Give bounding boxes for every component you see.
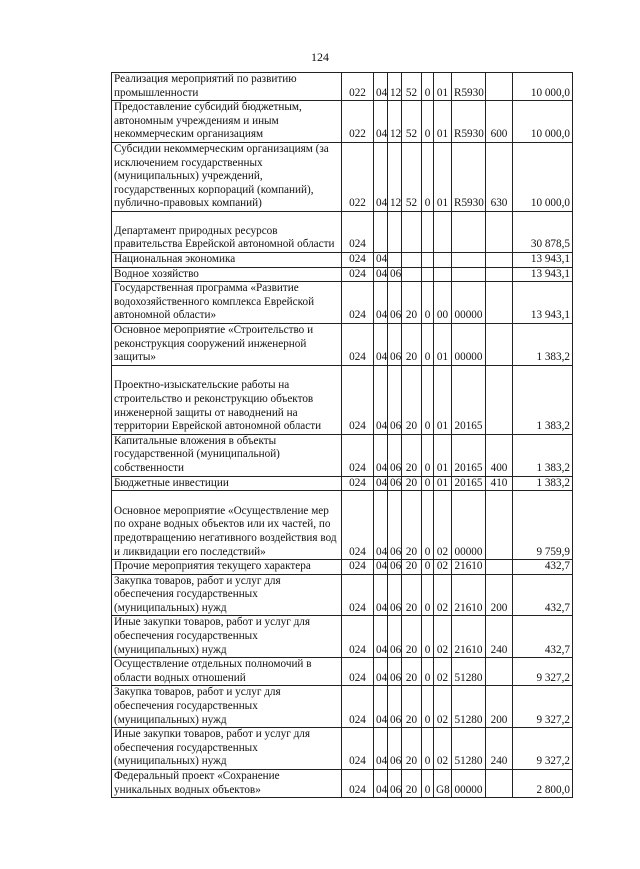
row-name: Основное мероприятие «Осуществление мер по охране водных объектов или их частей, по предотвращению негативного воздействия вод и ликвидации его последствий» — [112, 491, 342, 560]
subprogram-code: 0 — [422, 323, 434, 365]
expense-type-code — [486, 491, 513, 560]
amount: 13 943,1 — [513, 282, 573, 324]
event-code: 02 — [434, 616, 452, 658]
table-row — [112, 211, 573, 252]
table-row — [112, 491, 573, 560]
subprogram-code: 0 — [422, 101, 434, 143]
event-code — [434, 252, 452, 267]
direction-code: 21610 — [452, 574, 486, 616]
expense-type-code: 400 — [486, 434, 513, 476]
table-row — [112, 101, 573, 143]
program-code: 20 — [402, 491, 422, 560]
subsection-code: 06 — [388, 686, 402, 728]
row-name: Закупка товаров, работ и услуг для обеспечения государственных (муниципальных) нужд — [112, 686, 342, 728]
subprogram-code: 0 — [422, 282, 434, 324]
ministry-code: 024 — [342, 491, 374, 560]
ministry-code: 024 — [342, 686, 374, 728]
program-code: 52 — [402, 101, 422, 143]
table-row — [112, 267, 573, 282]
amount: 30 878,5 — [513, 211, 573, 252]
amount: 432,7 — [513, 616, 573, 658]
row-name: Субсидии некоммерческим организациям (за исключением государственных (муниципальных) учреждений, государственных корпораций (компаний), публично-правовых компаний) — [112, 142, 342, 211]
subprogram-code: 0 — [422, 728, 434, 770]
row-name: Реализация мероприятий по развитию промышленности — [112, 73, 342, 101]
expense-type-code: 200 — [486, 686, 513, 728]
program-code — [402, 252, 422, 267]
amount: 1 383,2 — [513, 476, 573, 491]
subsection-code: 12 — [388, 101, 402, 143]
direction-code: R5930 — [452, 73, 486, 101]
direction-code: 00000 — [452, 323, 486, 365]
ministry-code: 024 — [342, 252, 374, 267]
table-row — [112, 476, 573, 491]
section-code: 04 — [374, 658, 388, 686]
row-name: Департамент природных ресурсов правительства Еврейской автономной области — [112, 211, 342, 252]
section-code: 04 — [374, 686, 388, 728]
subsection-code — [388, 211, 402, 252]
expense-type-code — [486, 323, 513, 365]
ministry-code: 024 — [342, 365, 374, 434]
section-code: 04 — [374, 142, 388, 211]
row-name: Осуществление отдельных полномочий в области водных отношений — [112, 658, 342, 686]
subprogram-code: 0 — [422, 434, 434, 476]
expense-type-code: 200 — [486, 574, 513, 616]
program-code: 20 — [402, 770, 422, 798]
row-name: Иные закупки товаров, работ и услуг для обеспечения государственных (муниципальных) нужд — [112, 728, 342, 770]
program-code: 52 — [402, 73, 422, 101]
expense-type-code — [486, 560, 513, 575]
direction-code: 21610 — [452, 616, 486, 658]
table-row — [112, 434, 573, 476]
row-name: Капитальные вложения в объекты государственной (муниципальной) собственности — [112, 434, 342, 476]
table-row — [112, 323, 573, 365]
section-code: 04 — [374, 282, 388, 324]
subprogram-code: 0 — [422, 365, 434, 434]
subsection-code: 06 — [388, 728, 402, 770]
program-code — [402, 267, 422, 282]
event-code: 02 — [434, 574, 452, 616]
event-code — [434, 211, 452, 252]
subprogram-code — [422, 211, 434, 252]
section-code: 04 — [374, 728, 388, 770]
direction-code: 00000 — [452, 770, 486, 798]
table-row — [112, 282, 573, 324]
subsection-code: 06 — [388, 616, 402, 658]
amount: 1 383,2 — [513, 434, 573, 476]
ministry-code: 022 — [342, 73, 374, 101]
row-name: Иные закупки товаров, работ и услуг для обеспечения государственных (муниципальных) нужд — [112, 616, 342, 658]
ministry-code: 024 — [342, 211, 374, 252]
section-code: 04 — [374, 101, 388, 143]
expense-type-code — [486, 658, 513, 686]
section-code: 04 — [374, 323, 388, 365]
amount: 9 327,2 — [513, 686, 573, 728]
expense-type-code: 630 — [486, 142, 513, 211]
subsection-code: 06 — [388, 267, 402, 282]
event-code: 01 — [434, 365, 452, 434]
program-code: 20 — [402, 658, 422, 686]
row-name: Бюджетные инвестиции — [112, 476, 342, 491]
expense-type-code: 240 — [486, 616, 513, 658]
program-code: 52 — [402, 142, 422, 211]
table-row — [112, 686, 573, 728]
event-code: 01 — [434, 73, 452, 101]
expense-type-code — [486, 73, 513, 101]
budget-table-body — [112, 73, 573, 798]
direction-code: 20165 — [452, 434, 486, 476]
subprogram-code: 0 — [422, 491, 434, 560]
subsection-code: 06 — [388, 365, 402, 434]
subprogram-code: 0 — [422, 770, 434, 798]
subsection-code: 12 — [388, 73, 402, 101]
subprogram-code: 0 — [422, 616, 434, 658]
subprogram-code: 0 — [422, 686, 434, 728]
program-code: 20 — [402, 282, 422, 324]
expense-type-code — [486, 252, 513, 267]
section-code: 04 — [374, 365, 388, 434]
amount: 2 800,0 — [513, 770, 573, 798]
table-row — [112, 365, 573, 434]
row-name: Федеральный проект «Сохранение уникальных водных объектов» — [112, 770, 342, 798]
program-code: 20 — [402, 616, 422, 658]
subsection-code: 06 — [388, 560, 402, 575]
subsection-code: 06 — [388, 770, 402, 798]
amount: 9 759,9 — [513, 491, 573, 560]
amount: 1 383,2 — [513, 323, 573, 365]
page-number: 124 — [311, 50, 329, 64]
amount: 9 327,2 — [513, 658, 573, 686]
section-code: 04 — [374, 560, 388, 575]
subprogram-code: 0 — [422, 476, 434, 491]
ministry-code: 024 — [342, 282, 374, 324]
section-code: 04 — [374, 476, 388, 491]
direction-code: 21610 — [452, 560, 486, 575]
subprogram-code: 0 — [422, 574, 434, 616]
row-name: Проектно-изыскательские работы на строительство и реконструкцию объектов инженерной защиты от наводнений на территории Еврейской автономной области — [112, 365, 342, 434]
expense-type-code — [486, 365, 513, 434]
section-code: 04 — [374, 434, 388, 476]
section-code: 04 — [374, 73, 388, 101]
subprogram-code: 0 — [422, 658, 434, 686]
table-row — [112, 560, 573, 575]
expense-type-code: 600 — [486, 101, 513, 143]
ministry-code: 024 — [342, 323, 374, 365]
subprogram-code — [422, 252, 434, 267]
expense-type-code — [486, 211, 513, 252]
direction-code — [452, 211, 486, 252]
amount: 13 943,1 — [513, 267, 573, 282]
ministry-code: 024 — [342, 574, 374, 616]
table-row — [112, 728, 573, 770]
direction-code: R5930 — [452, 142, 486, 211]
direction-code: 51280 — [452, 728, 486, 770]
ministry-code: 024 — [342, 434, 374, 476]
event-code: 02 — [434, 560, 452, 575]
event-code: 02 — [434, 728, 452, 770]
expense-type-code — [486, 282, 513, 324]
event-code: G8 — [434, 770, 452, 798]
section-code: 04 — [374, 491, 388, 560]
subprogram-code: 0 — [422, 560, 434, 575]
subprogram-code: 0 — [422, 73, 434, 101]
direction-code: 51280 — [452, 686, 486, 728]
section-code: 04 — [374, 770, 388, 798]
row-name: Предоставление субсидий бюджетным, автономным учреждениям и иным некоммерческим организациям — [112, 101, 342, 143]
subsection-code: 12 — [388, 142, 402, 211]
table-row — [112, 658, 573, 686]
ministry-code: 024 — [342, 476, 374, 491]
subsection-code: 06 — [388, 658, 402, 686]
program-code: 20 — [402, 323, 422, 365]
expense-type-code: 240 — [486, 728, 513, 770]
row-name: Прочие мероприятия текущего характера — [112, 560, 342, 575]
event-code: 02 — [434, 491, 452, 560]
expense-type-code: 410 — [486, 476, 513, 491]
amount: 10 000,0 — [513, 73, 573, 101]
ministry-code: 024 — [342, 728, 374, 770]
section-code: 04 — [374, 267, 388, 282]
table-row — [112, 142, 573, 211]
direction-code: 51280 — [452, 658, 486, 686]
direction-code: 00000 — [452, 491, 486, 560]
budget-table — [111, 72, 573, 798]
table-row — [112, 616, 573, 658]
program-code: 20 — [402, 574, 422, 616]
event-code: 01 — [434, 476, 452, 491]
direction-code: 20165 — [452, 476, 486, 491]
row-name: Национальная экономика — [112, 252, 342, 267]
row-name: Водное хозяйство — [112, 267, 342, 282]
subsection-code: 06 — [388, 282, 402, 324]
subsection-code: 06 — [388, 323, 402, 365]
amount: 432,7 — [513, 574, 573, 616]
ministry-code: 024 — [342, 267, 374, 282]
direction-code: R5930 — [452, 101, 486, 143]
amount: 10 000,0 — [513, 142, 573, 211]
subsection-code: 06 — [388, 491, 402, 560]
event-code: 01 — [434, 323, 452, 365]
section-code: 04 — [374, 616, 388, 658]
program-code: 20 — [402, 365, 422, 434]
event-code: 02 — [434, 686, 452, 728]
program-code: 20 — [402, 728, 422, 770]
amount: 1 383,2 — [513, 365, 573, 434]
program-code: 20 — [402, 560, 422, 575]
amount: 9 327,2 — [513, 728, 573, 770]
event-code: 01 — [434, 101, 452, 143]
event-code — [434, 267, 452, 282]
expense-type-code — [486, 770, 513, 798]
row-name: Закупка товаров, работ и услуг для обеспечения государственных (муниципальных) нужд — [112, 574, 342, 616]
amount: 10 000,0 — [513, 101, 573, 143]
direction-code: 00000 — [452, 282, 486, 324]
table-row — [112, 574, 573, 616]
subsection-code: 06 — [388, 434, 402, 476]
event-code: 01 — [434, 434, 452, 476]
row-name: Государственная программа «Развитие водохозяйственного комплекса Еврейской автономной области» — [112, 282, 342, 324]
program-code: 20 — [402, 686, 422, 728]
section-code: 04 — [374, 574, 388, 616]
ministry-code: 024 — [342, 658, 374, 686]
amount: 432,7 — [513, 560, 573, 575]
subsection-code — [388, 252, 402, 267]
event-code: 00 — [434, 282, 452, 324]
direction-code — [452, 267, 486, 282]
amount: 13 943,1 — [513, 252, 573, 267]
section-code — [374, 211, 388, 252]
ministry-code: 024 — [342, 770, 374, 798]
subsection-code: 06 — [388, 476, 402, 491]
table-row — [112, 770, 573, 798]
direction-code: 20165 — [452, 365, 486, 434]
program-code: 20 — [402, 434, 422, 476]
table-row — [112, 73, 573, 101]
ministry-code: 024 — [342, 616, 374, 658]
subsection-code: 06 — [388, 574, 402, 616]
direction-code — [452, 252, 486, 267]
ministry-code: 022 — [342, 142, 374, 211]
section-code: 04 — [374, 252, 388, 267]
ministry-code: 024 — [342, 560, 374, 575]
expense-type-code — [486, 267, 513, 282]
program-code: 20 — [402, 476, 422, 491]
subprogram-code — [422, 267, 434, 282]
ministry-code: 022 — [342, 101, 374, 143]
program-code — [402, 211, 422, 252]
table-row — [112, 252, 573, 267]
row-name: Основное мероприятие «Строительство и реконструкция сооружений инженерной защиты» — [112, 323, 342, 365]
event-code: 01 — [434, 142, 452, 211]
event-code: 02 — [434, 658, 452, 686]
subprogram-code: 0 — [422, 142, 434, 211]
